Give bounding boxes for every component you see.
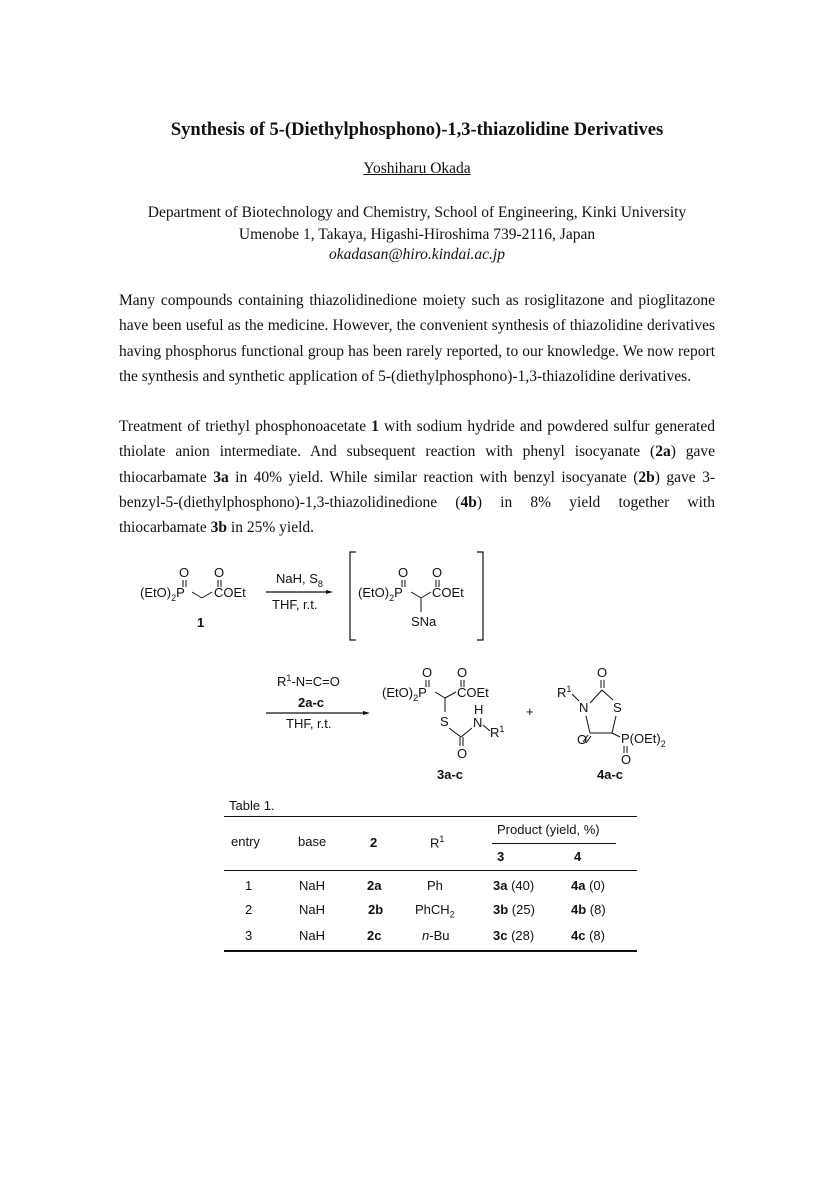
- svg-text:O: O: [457, 665, 468, 680]
- reagent-label-2: 2a-c: [298, 695, 325, 710]
- text-run: ) gave 3-benzyl-5-(diethylphosphono)-1,3-thiazolidinedione (: [119, 468, 715, 511]
- ester-group: COEt: [432, 585, 464, 600]
- compound-ref: 2b: [638, 468, 655, 486]
- svg-text:(EtO)2P: $(EtO)_2P$: [382, 685, 427, 703]
- cell-r1: PhCH$_2$: [415, 902, 455, 920]
- cell-entry: 3: [245, 928, 253, 943]
- svg-text:H: H: [474, 702, 484, 717]
- table-bottom-rule: [224, 950, 637, 952]
- eto-group: $(EtO)_2P$: [140, 585, 185, 603]
- svg-text:O: O: [621, 752, 632, 767]
- table-header-rule: [224, 870, 637, 871]
- step1-conditions: THF, r.t.: [272, 597, 318, 612]
- compound-label-1: 1: [197, 615, 205, 630]
- results-paragraph: [119, 414, 715, 540]
- affiliation-line-1: Department of Biotechnology and Chemistry, School of Engineering, Kinki University: [147, 204, 687, 221]
- step1-reagent: NaH, $S_8$: [276, 571, 323, 589]
- product-label-4: 4a-c: [597, 767, 624, 782]
- author-email: okadasan@hiro.kindai.ac.jp: [329, 246, 505, 263]
- cell-base: NaH: [299, 878, 326, 893]
- product-3-structure: [382, 665, 504, 782]
- text-run: ) in 8% yield together with thiocarbamate: [119, 493, 715, 537]
- right-bracket: [477, 552, 483, 640]
- oxygen-atom: O: [214, 565, 225, 580]
- cell-r1: n-Bu: [422, 928, 450, 943]
- svg-text:COEt: COEt: [457, 685, 489, 700]
- cell-product-4: 4c (8): [571, 928, 605, 943]
- arrow-head-icon: [363, 711, 370, 715]
- compound-ref: 3b: [210, 519, 228, 537]
- compound-1-structure: [140, 565, 246, 630]
- svg-text:O: O: [577, 732, 588, 747]
- cell-product-3: 3c (28): [493, 928, 535, 943]
- cell-product-3: 3a (40): [493, 878, 535, 893]
- header-product-group: Product (yield, %): [497, 822, 600, 837]
- header-product-3: 3: [497, 849, 505, 864]
- cell-reagent: 2b: [368, 902, 384, 917]
- cell-base: NaH: [299, 928, 326, 943]
- thiolate-group: SNa: [411, 614, 437, 629]
- cell-product-4: 4b (8): [571, 902, 606, 917]
- svg-text:R1: $R^1$: [557, 684, 572, 700]
- header-product-4: 4: [574, 849, 582, 864]
- author-line: [0, 160, 834, 178]
- intro-paragraph: Many compounds containing thiazolidinedione moiety such as rosiglitazone and pioglitazone have been useful as the medicine. However, the convenient synthesis of thiazolidine derivatives having phosphorus functional group has been rarely reported, to our knowledge. We now report the synthesis and synthetic application of 5-(diethylphosphono)-1,3-thiazolidine derivatives.: [119, 292, 715, 385]
- svg-text:R1: $R^1$: [490, 724, 505, 740]
- bond: [202, 592, 212, 598]
- svg-text:O: O: [422, 665, 433, 680]
- compound-ref: 3a: [213, 468, 229, 486]
- svg-text:S: S: [613, 700, 622, 715]
- oxygen-atom: O: [179, 565, 190, 580]
- svg-text:N: N: [579, 700, 589, 715]
- text-run: ) gave thiocarbamate: [119, 443, 715, 486]
- svg-text:N: N: [473, 715, 483, 730]
- text-run: with sodium hydride and powdered sulfur generated thiolate anion intermediate. And subsequent reaction with phenyl isocyanate (: [119, 418, 715, 461]
- cell-reagent: 2c: [367, 928, 382, 943]
- text-run: in 25% yield.: [227, 519, 315, 537]
- paper-title: Synthesis of 5-(Diethylphosphono)-1,3-thiazolidine Derivatives: [170, 120, 664, 140]
- cell-reagent: 2a: [367, 878, 382, 893]
- left-bracket: [350, 552, 356, 640]
- ester-group: COEt: [214, 585, 246, 600]
- compound-ref: 1: [371, 418, 379, 435]
- eto-group: $(EtO)_2P$: [358, 585, 403, 603]
- header-r1: $R^1$: [430, 834, 445, 851]
- header-entry: entry: [231, 834, 260, 849]
- oxygen-atom: O: [432, 565, 443, 580]
- product-label-3: 3a-c: [437, 767, 464, 782]
- text-run: Treatment of triethyl phosphonoacetate: [119, 418, 372, 435]
- cell-r1: Ph: [427, 878, 443, 893]
- step2-conditions: THF, r.t.: [286, 716, 332, 731]
- compound-ref: 2a: [655, 443, 671, 461]
- intermediate-bracket: [350, 552, 483, 640]
- header-reagent: 2: [370, 835, 378, 850]
- table-top-rule: [224, 816, 637, 817]
- cell-entry: 1: [245, 878, 253, 893]
- svg-text:P(OEt)2: $P(OEt)_2$: [621, 731, 666, 749]
- bond: [192, 592, 202, 598]
- svg-text:O: O: [597, 665, 608, 680]
- svg-text:S: S: [440, 714, 449, 729]
- compound-ref: 4b: [460, 493, 477, 511]
- svg-text:O: O: [457, 746, 468, 761]
- product-group-rule: [492, 843, 616, 844]
- table-caption: Table 1.: [229, 798, 275, 813]
- cell-product-3: 3b (25): [493, 902, 535, 917]
- affiliation-line-2: Umenobe 1, Takaya, Higashi-Hiroshima 739-2116, Japan: [238, 226, 596, 243]
- header-base: base: [298, 834, 327, 849]
- arrow-head-icon: [326, 590, 333, 594]
- oxygen-atom: O: [398, 565, 409, 580]
- cell-product-4: 4a (0): [571, 878, 605, 893]
- isocyanate-reagent: $R^1-N=C=O$: [277, 673, 340, 689]
- cell-base: NaH: [299, 902, 326, 917]
- product-4-structure: [557, 665, 666, 782]
- plus-sign: +: [526, 704, 534, 719]
- text-run: in 40% yield. While similar reaction with benzyl isocyanate (: [228, 468, 639, 486]
- author-name: Yoshiharu Okada: [363, 160, 471, 177]
- reaction-scheme: [0, 540, 834, 790]
- cell-entry: 2: [245, 902, 253, 917]
